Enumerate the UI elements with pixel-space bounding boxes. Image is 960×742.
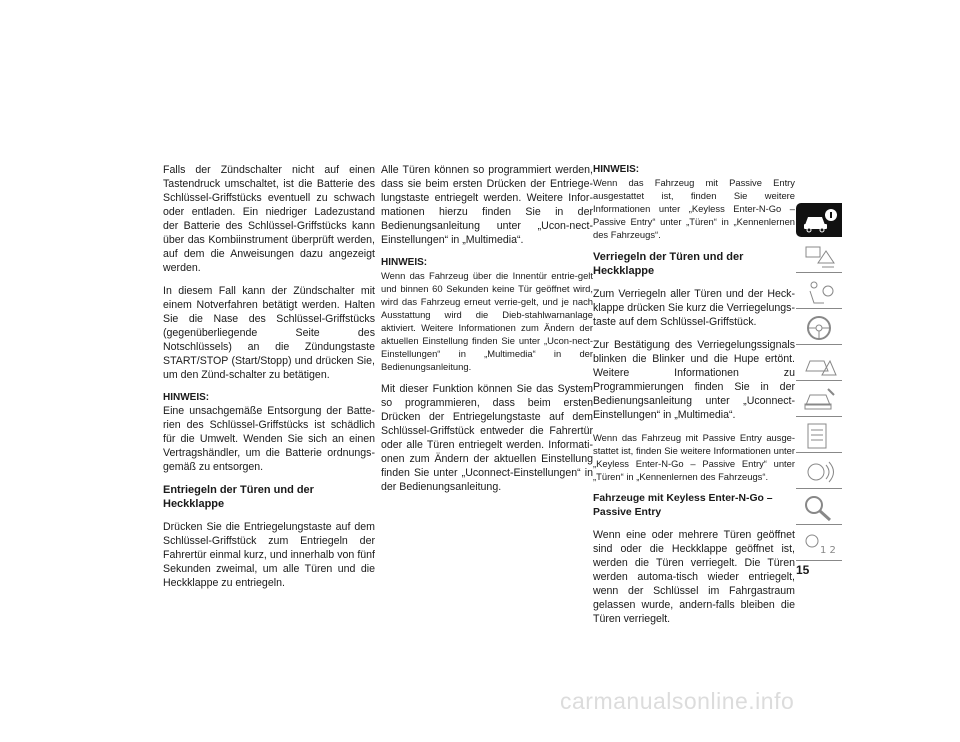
- paragraph: Zum Verriegeln aller Türen und der Heck-klappe drücken Sie kurz die Verriegelungs-taste auf dem Schlüssel-Griffstück.: [593, 288, 795, 328]
- text-column-3: [593, 163, 795, 635]
- note-label: HINWEIS:: [163, 392, 210, 403]
- warning-lights-icon: [800, 241, 838, 271]
- section-heading: Entriegeln der Türen und der Heckklappe: [163, 484, 314, 510]
- paragraph: Alle Türen können so programmiert werden, dass sie beim ersten Drücken der Entriege-lungstaste entriegelt werden. Weitere Infor-mationen hierzu finden Sie in der Bedienungsanleitung unter „Ucon-nect-Einstellungen“ in „Multimedia“.: [381, 164, 593, 246]
- seat-airbag-icon: [800, 277, 838, 307]
- paragraph: Wenn eine oder mehrere Türen geöffnet sind oder die Heckklappe geöffnet ist, werden die Türen verriegelt. Die Türen werden automa-tisch wieder entriegelt, wenn der Schlüssel im Fahrgastraum gelassen wurde, andern-falls bleiben die Türen verriegelt.: [593, 529, 795, 625]
- tab-specs[interactable]: [796, 419, 842, 453]
- tab-customer-help[interactable]: [796, 527, 842, 561]
- specs-icon: [800, 529, 838, 559]
- tab-warning-lights[interactable]: [796, 239, 842, 273]
- note-text: Wenn das Fahrzeug über die Innentür entrie-gelt und binnen 60 Sekunden keine Tür geöffnet wird, wird das Fahrzeug erneut verrie-gelt, und je nach Ausstattung wird die Dieb-stahlwarnanlage aktiviert. Weitere Informationen zum Ändern der aktuellen Einstellung finden Sie unter „Ucon-nect-Einstellungen“ in „Multimedia“ in der Bedienungsanleitung.: [381, 270, 593, 372]
- section-heading: Verriegeln der Türen und der Heckklappe: [593, 251, 744, 277]
- text-column-2: [381, 163, 593, 503]
- text-column-1: [163, 163, 375, 599]
- tab-roadside[interactable]: [796, 347, 842, 381]
- note-label: HINWEIS:: [381, 257, 428, 268]
- paragraph-small: Wenn das Fahrzeug mit Passive Entry ausge-stattet ist, finden Sie weitere Informationen unter „Keyless Enter-N-Go – Passive Entry“ unter „Türen“ in „Kennenlernen des Fahrzeugs“.: [593, 432, 795, 482]
- tab-multimedia[interactable]: [796, 455, 842, 489]
- tab-driving[interactable]: [796, 311, 842, 345]
- multimedia-icon: [800, 457, 838, 487]
- roadside-icon: [800, 349, 838, 379]
- steering-wheel-icon: [800, 313, 838, 343]
- car-info-icon: [800, 205, 838, 235]
- tab-car-info[interactable]: [796, 203, 842, 237]
- paragraph: Falls der Zündschalter nicht auf einen Tastendruck umschaltet, ist die Batterie des Schlüssel-Griffstücks eventuell zu schwach oder entladen. Ein niedriger Ladezustand der Batterie des Schlüssel-Griffstücks kann über das Kombiinstrument überprüft werden, auf dem die Anweisungen dazu angezeigt werden.: [163, 164, 375, 274]
- paragraph: Drücken Sie die Entriegelungstaste auf dem Schlüssel-Griffstück zum Entriegeln der Fahrertür einmal kurz, und innerhalb von fünf Sekunden zweimal, um alle Türen und die Heckklappe zu entriegeln.: [163, 521, 375, 589]
- sub-heading: Fahrzeuge mit Keyless Enter-N-Go – Passive Entry: [593, 493, 773, 518]
- page-number: 15: [796, 563, 810, 577]
- note-label: HINWEIS:: [593, 164, 640, 175]
- paragraph: In diesem Fall kann der Zündschalter mit einem Notverfahren betätigt werden. Halten Sie die Nase des Schlüssel-Griffstücks (gegenüberliegende Seite des Notschlüssels) an die Zündungstaste START/STOP (Start/Stopp) und drücken Sie, um den Zünd-schalter zu betätigen.: [163, 285, 375, 381]
- search-icon: [800, 493, 838, 523]
- note-text: Eine unsachgemäße Entsorgung der Batte-rien des Schlüssel-Griffstücks ist schädlich für die Umwelt. Wenden Sie sich an einen Vertragshändler, um die Batterie ordnungs-gemäß zu entsorgen.: [163, 405, 375, 473]
- note-text: Wenn das Fahrzeug mit Passive Entry ausgestattet ist, finden Sie weitere Informationen unter „Keyless Enter-N-Go – Passive Entry“ unter „Türen“ in „Kennenlernen des Fahrzeugs“.: [593, 177, 795, 240]
- paragraph: Mit dieser Funktion können Sie das System so programmieren, dass beim ersten Drücken der Entriegelungstaste auf dem Schlüssel-Griffstück entweder die Fahrertür oder alle Türen entriegelt werden. Informati-onen zum Ändern der aktuellen Einstellung finden Sie unter „Uconnect-Einstellungen“ in der Bedienungsanleitung.: [381, 383, 593, 493]
- checklist-icon: [800, 421, 838, 451]
- svg-text:1 2: 1 2: [820, 545, 836, 556]
- tab-service[interactable]: [796, 383, 842, 417]
- paragraph: Zur Bestätigung des Verriegelungssignals blinken die Blinker und die Hupe ertönt. Weitere Informationen zu Programmierungen finden Sie in der Bedienungsanleitung unter „Uconnect-Einstellungen“ in „Multimedia“.: [593, 339, 795, 421]
- watermark: carmanualsonline.info: [560, 688, 795, 714]
- service-icon: [800, 385, 838, 415]
- tab-index[interactable]: [796, 491, 842, 525]
- tab-seats-airbag[interactable]: [796, 275, 842, 309]
